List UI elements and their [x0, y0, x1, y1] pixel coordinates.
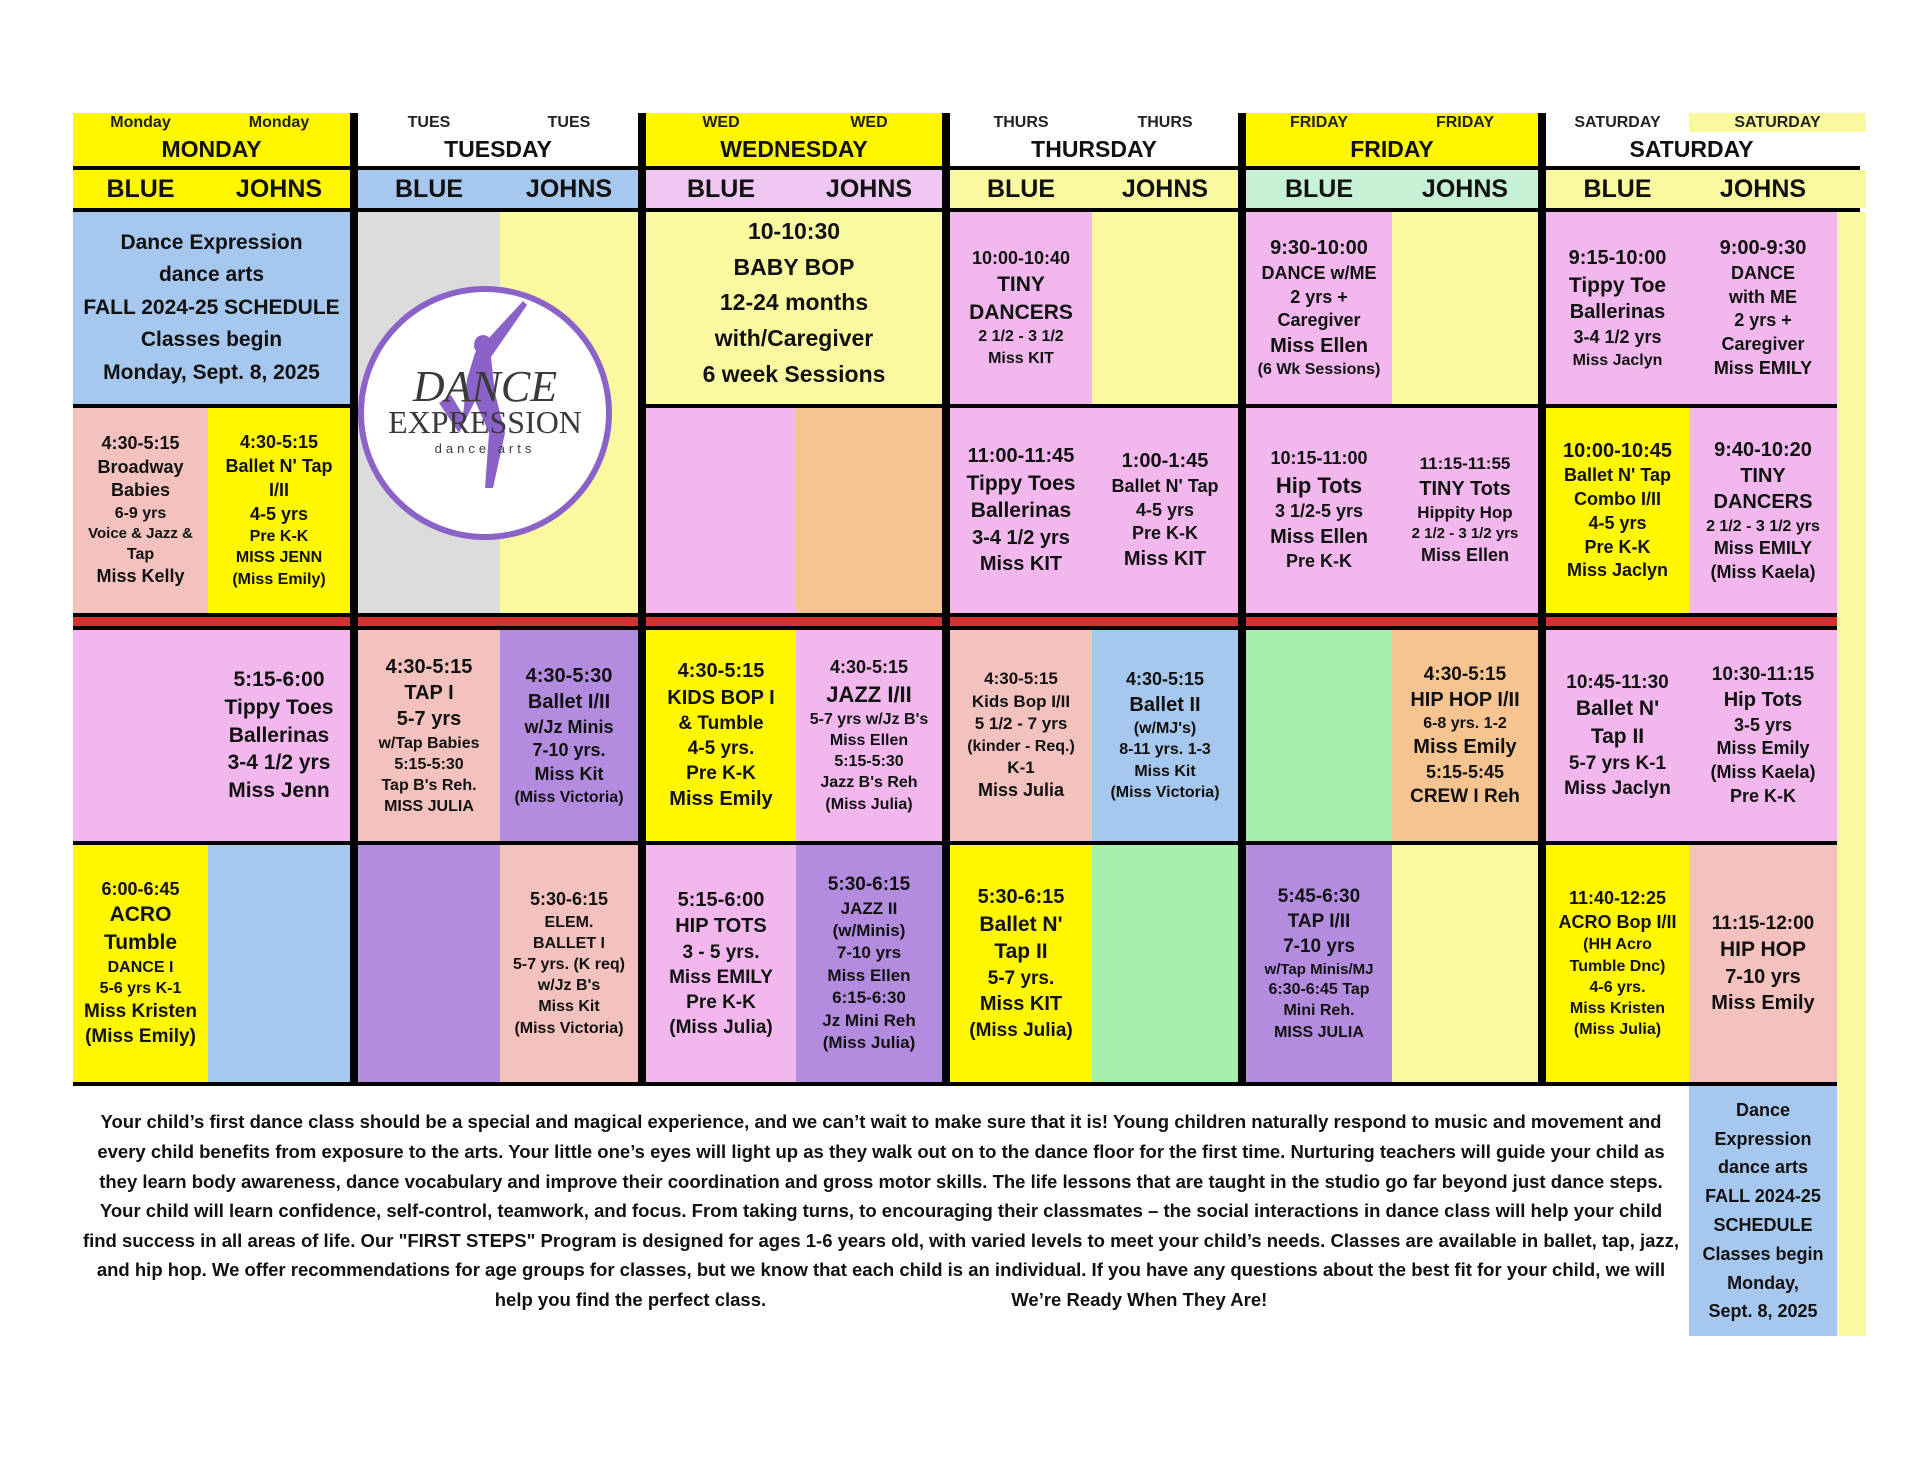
empty-slot — [208, 845, 350, 1082]
class-line: Pre K-K — [1131, 523, 1198, 544]
class-line: HIP HOP — [1720, 937, 1806, 961]
class-acro-tumble — [73, 845, 208, 1082]
day-small-label: THURS — [1092, 113, 1238, 132]
location-blue: BLUE — [73, 170, 208, 208]
class-line: 10:30-11:15 — [1711, 664, 1815, 686]
class-line: 3 1/2-5 yrs — [1274, 500, 1364, 521]
day-small-label: SATURDAY — [1689, 113, 1866, 132]
location-blue: BLUE — [646, 170, 796, 208]
class-line: DANCERS — [1713, 491, 1813, 514]
class-line: (Miss Kaela) — [1710, 762, 1816, 783]
class-line: KIDS BOP I — [667, 686, 775, 709]
class-line: 4:30-5:15 — [984, 669, 1058, 689]
class-line: 5:15-6:00 — [233, 668, 325, 692]
class-line: Miss Jaclyn — [1572, 351, 1663, 369]
class-line: Hippity Hop — [1417, 502, 1513, 522]
class-line: 1:00-1:45 — [1121, 450, 1209, 473]
class-line: Miss Ellen — [827, 965, 911, 985]
class-line: 3-4 1/2 yrs — [1573, 326, 1662, 347]
class-line: 10:00-10:45 — [1563, 439, 1672, 462]
class-kids-bop-i — [646, 630, 796, 841]
class-line: 9:40-10:20 — [1714, 438, 1812, 461]
class-line: I/II — [268, 479, 289, 500]
class-line: 5-7 yrs. (K req) — [512, 956, 626, 974]
class-line: Ballet N' — [1575, 697, 1660, 721]
class-tap-i-ii — [1246, 845, 1392, 1082]
class-ballet-n-tap-ii — [1546, 630, 1689, 841]
class-line: DANCE I — [107, 958, 174, 976]
day-header-thursday: THURSDAY — [950, 132, 1238, 166]
class-line: 4:30-5:15 — [677, 660, 765, 683]
class-line: ACRO Bop I/II — [1558, 911, 1677, 932]
side-note-line: SCHEDULE — [1713, 1215, 1813, 1235]
class-line: Ballerinas — [970, 499, 1072, 523]
class-acro-bop — [1546, 845, 1689, 1082]
class-tiny-tots — [1392, 408, 1538, 613]
class-line: 5:30-6:15 — [529, 889, 609, 910]
class-broadway-babies — [73, 408, 208, 613]
class-ballet-i-ii-tue — [500, 630, 638, 841]
class-tippy-toe — [1546, 212, 1689, 404]
description-text: Your child’s first dance class should be a special and magical experience, and we can’t wait to make sure that it is! Young children naturally respond to music and movement and every child benefits from exposure to the arts. Your little one’s eyes will light up as they walk out on to the dance floor for the first time. Nurturing teachers will guide your child as they learn body awareness, dance vocabulary and improve their coordination and gross motor skills. The life lessons that are taught in the studio go far beyond just dance steps. Your child will learn confidence, self-control, teamwork, and focus. From taking turns, to encouraging their classmates – the social interactions in dance class will help your child find success in all areas of life. Our "FIRST STEPS" Program is designed for ages 1-6 years old, with varied levels to meet your child’s needs. Classes are available in ballet, tap, jazz, and hip hop. We offer recommendations for age groups for classes, but we know that each child is an individual. If you have any questions about the best fit for your child, we will help you find the perfect class. — [82, 1111, 1680, 1310]
class-line: 4:30-5:15 — [385, 655, 473, 678]
class-line: Miss EMILY — [669, 966, 773, 988]
class-line: 10:15-11:00 — [1270, 448, 1368, 469]
class-line: JAZZ II — [840, 898, 898, 918]
class-line: Pre K-K — [1285, 551, 1352, 572]
class-line: (kinder - Req.) — [967, 737, 1075, 755]
class-line: Babies — [110, 480, 171, 501]
class-line: 6-8 yrs. 1-2 — [1423, 715, 1507, 733]
class-line: Ballet N' Tap — [225, 456, 333, 477]
class-line: K-1 — [1007, 757, 1035, 777]
class-line: Miss Julia — [977, 780, 1065, 801]
class-line: 12-24 months — [719, 289, 869, 316]
class-line: HIP HOP I/II — [1410, 688, 1520, 711]
class-line: 5-7 yrs K-1 — [1568, 752, 1667, 774]
class-jazz-i-ii — [796, 630, 942, 841]
class-line: 5:30-6:15 — [977, 886, 1065, 909]
class-line: 5-7 yrs. — [987, 968, 1055, 990]
class-line: DANCE w/ME — [1261, 262, 1377, 283]
class-line: 11:15-11:55 — [1419, 454, 1511, 474]
class-line: w/Tap Babies — [378, 734, 480, 752]
class-line: (Miss Victoria) — [514, 1019, 624, 1037]
class-tippy-toes-thu — [950, 408, 1092, 613]
logo-text-expression: EXPRESSION — [388, 404, 582, 440]
logo-graphic — [355, 283, 615, 543]
empty-slot — [1246, 630, 1392, 841]
class-kids-bop-i-ii — [950, 630, 1092, 841]
class-line: Miss Ellen — [1270, 335, 1368, 358]
class-line: 10-10:30 — [747, 218, 841, 244]
class-hip-tots-sat — [1689, 630, 1837, 841]
class-line: 6:00-6:45 — [101, 878, 180, 899]
class-line: Miss EMILY — [1713, 537, 1813, 558]
class-line: 2 1/2 - 3 1/2 — [978, 328, 1064, 346]
class-line: 5-6 yrs K-1 — [99, 980, 182, 998]
class-ballet-n-tap-combo — [1546, 408, 1689, 613]
class-line: 5 1/2 - 7 yrs — [974, 714, 1068, 734]
class-line: Miss Kit — [534, 764, 604, 785]
class-dance-with-me-sat — [1689, 212, 1837, 404]
class-tiny-dancers-sat — [1689, 408, 1837, 613]
class-line: 4:30-5:15 — [101, 432, 180, 453]
day-small-label: WED — [646, 113, 796, 132]
location-blue: BLUE — [1546, 170, 1689, 208]
class-baby-bop — [646, 212, 942, 404]
class-line: (Miss Julia) — [1573, 1020, 1662, 1038]
class-line: (Miss Julia) — [669, 1016, 773, 1038]
class-hip-tots-fri — [1246, 408, 1392, 613]
intro-line: Dance Expression — [120, 230, 303, 254]
class-line: Miss KIT — [988, 349, 1054, 367]
class-line: TINY — [997, 273, 1045, 297]
class-line: (Miss Victoria) — [514, 788, 624, 806]
class-line: 11:15-12:00 — [1711, 912, 1815, 934]
class-line: 5:45-6:30 — [1277, 886, 1361, 908]
class-line: (Miss Victoria) — [1110, 783, 1220, 801]
class-line: Miss Emily — [669, 788, 773, 811]
class-line: 4:30-5:15 — [1423, 663, 1507, 685]
day-small-label: Monday — [73, 113, 208, 132]
class-line: 4:30-5:15 — [1125, 669, 1205, 690]
class-line: Miss Jaclyn — [1564, 777, 1671, 799]
class-line: (HH Acro — [1583, 936, 1652, 954]
day-header-wednesday: WEDNESDAY — [646, 132, 942, 166]
divider-bar — [950, 617, 1238, 626]
class-line: with/Caregiver — [714, 324, 874, 351]
class-line: HIP TOTS — [675, 915, 767, 938]
class-line: Tap II — [994, 940, 1048, 964]
class-line: Pre K-K — [1729, 785, 1796, 806]
class-line: Ballet II — [1129, 693, 1201, 716]
class-line: 3-4 1/2 yrs — [227, 751, 331, 775]
day-small-label: TUES — [500, 113, 638, 132]
class-line: Miss Jaclyn — [1566, 560, 1669, 581]
class-line: JAZZ I/II — [826, 682, 912, 708]
divider-bar — [1546, 617, 1837, 626]
intro-block — [73, 212, 350, 404]
class-line: Kids Bop I/II — [971, 691, 1071, 711]
class-line: Tap II — [1590, 724, 1645, 748]
class-line: 7-10 yrs — [1725, 965, 1801, 988]
class-line: & Tumble — [678, 713, 764, 735]
class-tippy-toes-mon — [208, 630, 350, 841]
location-johns: JOHNS — [1092, 170, 1238, 208]
class-line: 4:30-5:15 — [829, 657, 909, 678]
class-line: 10:00-10:40 — [971, 248, 1071, 269]
class-line: 2 yrs + — [1290, 286, 1348, 307]
class-line: 5:15-5:45 — [1425, 761, 1505, 782]
class-line: Ballet I/II — [527, 691, 611, 714]
class-line: 11:00-11:45 — [967, 445, 1075, 468]
class-ballet-ii — [1092, 630, 1238, 841]
day-small-label: FRIDAY — [1246, 113, 1392, 132]
program-description — [73, 1086, 1689, 1336]
day-header-friday: FRIDAY — [1246, 132, 1538, 166]
class-line: TINY — [1740, 465, 1786, 487]
class-line: 5:15-6:00 — [677, 888, 765, 911]
empty-slot — [1092, 212, 1238, 404]
intro-line: FALL 2024-25 SCHEDULE — [83, 295, 340, 319]
class-line: Tippy Toes — [224, 695, 334, 719]
class-line: 6:15-6:30 — [832, 988, 906, 1008]
class-line: Miss Ellen — [1420, 545, 1510, 566]
class-line: TAP I — [404, 682, 454, 705]
class-line: Pre K-K — [686, 763, 756, 785]
divider-bar — [1246, 617, 1538, 626]
location-johns: JOHNS — [500, 170, 638, 208]
tagline: We’re Ready When They Are! — [1011, 1288, 1268, 1310]
class-line: Miss KIT — [979, 553, 1063, 576]
class-line: 5-7 yrs w/Jz B's — [809, 711, 929, 729]
side-note-line: Sept. 8, 2025 — [1708, 1301, 1818, 1322]
class-line: DANCE — [1730, 262, 1795, 283]
day-small-label: Monday — [208, 113, 350, 132]
logo-text-dance-arts: dance arts — [434, 441, 536, 456]
class-ballet-n-tap-thu — [1092, 408, 1238, 613]
class-line: ELEM. — [544, 914, 594, 932]
class-line: Miss Jenn — [228, 779, 330, 803]
class-line: (w/MJ's) — [1133, 720, 1197, 738]
class-line: Tumble — [103, 931, 178, 955]
class-line: Combo I/II — [1574, 489, 1661, 510]
class-line: 6-9 yrs — [114, 505, 167, 523]
class-line: Jazz B's Reh — [820, 774, 918, 792]
class-line: 5-7 yrs — [396, 708, 462, 731]
side-note-line: dance arts — [1717, 1157, 1809, 1178]
class-line: Jz Mini Reh — [822, 1010, 916, 1030]
class-line: BABY BOP — [733, 253, 855, 280]
class-line: 2 1/2 - 3 1/2 yrs — [1411, 525, 1519, 543]
divider-bar — [646, 617, 942, 626]
class-line: 4-5 yrs. — [687, 738, 755, 760]
class-line: Tippy Toe — [1568, 273, 1667, 297]
class-line: 6 week Sessions — [702, 360, 886, 387]
class-line: Caregiver — [1721, 334, 1805, 355]
class-line: 11:40-12:25 — [1568, 887, 1667, 908]
class-line: 4-5 yrs — [1135, 499, 1195, 520]
class-line: w/Jz B's — [537, 977, 601, 995]
class-line: 5:15-5:30 — [834, 753, 904, 771]
class-line: with ME — [1729, 286, 1797, 307]
empty-slot — [796, 408, 942, 613]
class-line: 7-10 yrs. — [532, 740, 606, 761]
class-line: 7-10 yrs — [836, 943, 902, 963]
side-note-line: FALL 2024-25 — [1705, 1186, 1821, 1207]
class-line: Miss Ellen — [829, 732, 909, 750]
class-line: MISS JENN — [235, 549, 323, 567]
side-note — [1689, 1086, 1837, 1336]
class-line: DANCERS — [969, 300, 1073, 324]
day-header-monday: MONDAY — [73, 132, 350, 166]
class-line: Ballerinas — [1569, 301, 1666, 324]
empty-slot — [646, 408, 796, 613]
spacer-cell — [1837, 212, 1866, 1336]
location-johns: JOHNS — [1392, 170, 1538, 208]
class-ballet-n-tap-ii-thu — [950, 845, 1092, 1082]
class-line: Pre K-K — [249, 528, 309, 546]
class-line: Miss EMILY — [1713, 357, 1813, 378]
class-line: Tumble Dnc) — [1569, 957, 1666, 975]
class-line: Miss Ellen — [1270, 525, 1368, 548]
class-line: (Miss Julia) — [969, 1019, 1073, 1041]
location-johns: JOHNS — [208, 170, 350, 208]
class-line: 9:30-10:00 — [1270, 237, 1368, 260]
empty-slot — [73, 630, 208, 841]
intro-line: Monday, Sept. 8, 2025 — [103, 360, 320, 384]
day-header-saturday: SATURDAY — [1546, 132, 1837, 166]
class-line: 4:30-5:30 — [525, 664, 613, 687]
class-line: 9:00-9:30 — [1719, 237, 1807, 260]
day-small-label: SATURDAY — [1546, 113, 1689, 132]
divider-bar — [73, 617, 350, 626]
side-note-line: Classes begin — [1702, 1243, 1824, 1264]
class-jazz-ii — [796, 845, 942, 1082]
empty-slot — [1092, 845, 1238, 1082]
side-note-line: Dance Expression — [1714, 1099, 1812, 1149]
class-tap-i — [358, 630, 500, 841]
class-line: Ballet N' — [979, 912, 1063, 936]
spacer-cell — [1837, 132, 1866, 166]
class-line: Ballerinas — [228, 723, 330, 747]
location-johns: JOHNS — [1689, 170, 1837, 208]
class-line: Caregiver — [1277, 310, 1361, 331]
class-line: (Miss Kaela) — [1710, 561, 1816, 582]
day-small-label: THURS — [950, 113, 1092, 132]
class-line: ACRO — [109, 903, 172, 927]
location-johns: JOHNS — [796, 170, 942, 208]
class-line: 2 1/2 - 3 1/2 yrs — [1706, 517, 1820, 535]
schedule-grid — [73, 113, 1860, 1335]
class-line: TAP I/II — [1287, 911, 1351, 933]
class-line: Miss Kit — [538, 998, 600, 1016]
class-hip-hop-i-ii — [1392, 630, 1538, 841]
class-line: Miss KIT — [979, 993, 1063, 1016]
class-line: 6:30-6:45 Tap — [1268, 981, 1370, 999]
intro-line: dance arts — [158, 263, 265, 287]
class-line: 9:15-10:00 — [1568, 247, 1667, 270]
class-line: 7-10 yrs — [1283, 936, 1355, 958]
class-line: 5:15-5:30 — [394, 755, 464, 773]
class-line: Miss Emily — [1711, 991, 1815, 1014]
empty-slot — [358, 845, 500, 1082]
day-small-label: WED — [796, 113, 942, 132]
class-line: Tap B's Reh. — [381, 777, 477, 795]
class-line: Miss Emily — [1716, 738, 1810, 759]
class-line: (Miss Julia) — [822, 1033, 916, 1053]
class-line: Hip Tots — [1723, 689, 1803, 712]
logo-text-dance: DANCE — [412, 362, 558, 411]
day-header-tuesday: TUESDAY — [358, 132, 638, 166]
class-ballet-n-tap — [208, 408, 350, 613]
class-line: 2 yrs + — [1734, 310, 1792, 331]
class-line: 10:45-11:30 — [1566, 672, 1669, 694]
class-line: Voice & Jazz & — [88, 525, 193, 543]
class-line: (w/Minis) — [832, 920, 906, 940]
class-line: 3 - 5 yrs. — [682, 941, 760, 963]
class-line: MISS JULIA — [384, 798, 474, 816]
class-line: (Miss Emily) — [232, 570, 326, 588]
class-line: Miss KIT — [1123, 548, 1207, 571]
class-line: Ballet N' Tap — [1111, 475, 1219, 496]
class-line: Mini Reh. — [1283, 1002, 1355, 1020]
class-line: Miss Kristen — [1569, 999, 1666, 1017]
class-line: MISS JULIA — [1274, 1023, 1364, 1041]
class-line: Miss Emily — [1413, 736, 1517, 759]
location-blue: BLUE — [950, 170, 1092, 208]
day-small-label: TUES — [358, 113, 500, 132]
class-line: (Miss Emily) — [85, 1026, 196, 1048]
class-elem-ballet-i — [500, 845, 638, 1082]
class-line: w/Jz Minis — [524, 716, 614, 737]
class-line: (6 Wk Sessions) — [1257, 361, 1381, 379]
class-line: 3-4 1/2 yrs — [972, 527, 1070, 550]
class-line: 5:30-6:15 — [827, 874, 911, 896]
class-line: Miss Kelly — [96, 566, 185, 587]
class-line: Tippy Toes — [966, 471, 1076, 495]
location-blue: BLUE — [358, 170, 500, 208]
class-dance-with-me — [1246, 212, 1392, 404]
day-small-label: FRIDAY — [1392, 113, 1538, 132]
class-line: Ballet N' Tap — [1564, 465, 1671, 486]
class-hip-hop-sat — [1689, 845, 1837, 1082]
class-line: 4-5 yrs — [249, 503, 309, 524]
class-line: Broadway — [97, 456, 184, 477]
class-line: 4-6 yrs. — [1589, 978, 1646, 996]
class-line: Tap — [126, 546, 155, 564]
divider-bar — [358, 617, 638, 626]
class-line: (Miss Julia) — [825, 795, 913, 813]
location-blue: BLUE — [1246, 170, 1392, 208]
class-hip-tots-wed — [646, 845, 796, 1082]
class-tiny-dancers — [950, 212, 1092, 404]
class-line: 8-11 yrs. 1-3 — [1119, 741, 1211, 759]
spacer-cell — [1837, 170, 1866, 208]
class-line: Pre K-K — [686, 991, 756, 1013]
class-line: Miss Kit — [1134, 762, 1196, 780]
class-line: CREW I Reh — [1410, 786, 1520, 808]
side-note-line: Monday, — [1727, 1272, 1799, 1293]
dance-expression-logo — [355, 283, 615, 543]
empty-slot — [1392, 212, 1538, 404]
class-line: Hip Tots — [1275, 472, 1363, 498]
empty-slot — [1392, 845, 1538, 1082]
class-line: w/Tap Minis/MJ — [1264, 960, 1374, 978]
class-line: 4-5 yrs — [1588, 512, 1647, 533]
class-line: Pre K-K — [1584, 536, 1651, 557]
class-line: Miss Kristen — [84, 1001, 197, 1023]
class-line: 4:30-5:15 — [239, 432, 319, 453]
class-line: BALLET I — [533, 935, 605, 953]
class-line: 3-5 yrs — [1733, 714, 1793, 735]
intro-line: Classes begin — [140, 328, 283, 352]
class-line: TINY Tots — [1419, 477, 1511, 500]
